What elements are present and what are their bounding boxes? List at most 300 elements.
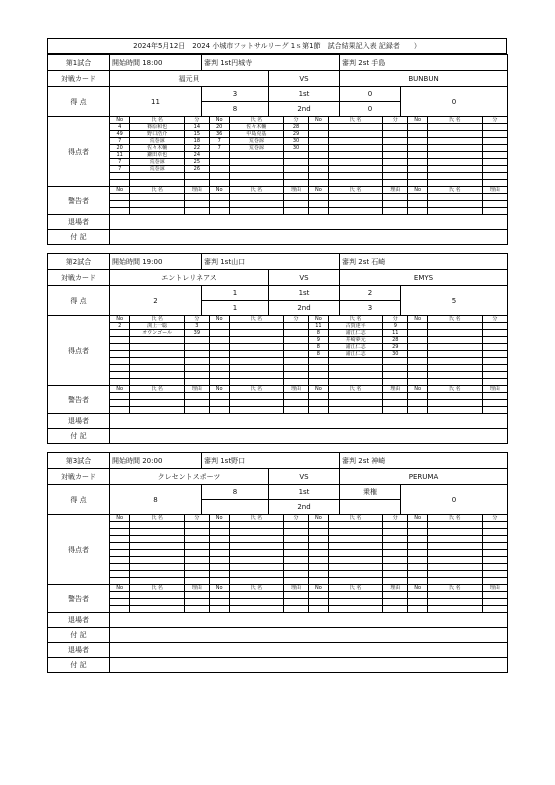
cell-no (408, 166, 428, 173)
cell-name (428, 365, 483, 372)
score-label: 得 点 (48, 286, 110, 316)
cell-name: 荒巻諒 (130, 166, 185, 173)
table-row (110, 180, 507, 187)
cell-no (209, 372, 229, 379)
cell-name (229, 571, 284, 578)
cell-name (428, 543, 483, 550)
cell-min (284, 578, 309, 585)
cell-name (229, 337, 284, 344)
half-1st: 1st (269, 87, 340, 102)
cell-name (130, 592, 185, 599)
col-min: 分 (383, 316, 408, 323)
cell-no (308, 180, 328, 187)
col-name: 氏 名 (229, 117, 284, 124)
card-label: 対戦カード (48, 270, 110, 286)
table-row (110, 571, 507, 578)
cell-min (383, 564, 408, 571)
away-total: 0 (401, 485, 508, 515)
away-total: 5 (401, 286, 508, 316)
cell-name (328, 536, 383, 543)
cell-name (229, 522, 284, 529)
col-min: 分 (184, 117, 209, 124)
table-row (110, 351, 507, 358)
cell-no (209, 592, 229, 599)
col-no: No (110, 585, 130, 592)
cell-min (383, 522, 408, 529)
cell-name (328, 208, 383, 215)
cell-name: 佐々木輔 (130, 145, 185, 152)
cell-min (482, 365, 507, 372)
sendoff-label: 退場者 (48, 613, 110, 628)
cell-name (130, 550, 185, 557)
cell-name (130, 407, 185, 414)
cell-min (184, 564, 209, 571)
table-row (110, 159, 507, 166)
col-min: 分 (284, 316, 309, 323)
col-name: 氏 名 (328, 585, 383, 592)
cell-min (284, 564, 309, 571)
player-grid (110, 117, 507, 186)
cell-name (130, 372, 185, 379)
cell-no (408, 330, 428, 337)
cell-no (209, 365, 229, 372)
cell-min: 15 (184, 131, 209, 138)
away-1st: 2 (340, 286, 401, 301)
cell-name (428, 529, 483, 536)
cell-name (229, 180, 284, 187)
col-name: 氏 名 (328, 515, 383, 522)
table-row (110, 124, 507, 131)
cell-no (209, 393, 229, 400)
cell-no (209, 323, 229, 330)
cell-name (428, 522, 483, 529)
cell-name (229, 400, 284, 407)
col-min: 分 (284, 515, 309, 522)
cell-min (482, 138, 507, 145)
cell-name (428, 606, 483, 613)
col-name: 氏 名 (428, 117, 483, 124)
cell-min (482, 337, 507, 344)
cell-no: 49 (110, 131, 130, 138)
cell-min (284, 173, 309, 180)
table-row (110, 536, 507, 543)
referee-1st: 審判 1st山口 (202, 254, 340, 270)
cell-name (130, 208, 185, 215)
cell-name (130, 529, 185, 536)
cell-min (383, 124, 408, 131)
col-no: No (408, 187, 428, 194)
cell-min: 18 (184, 138, 209, 145)
cell-min (284, 522, 309, 529)
cell-no (110, 337, 130, 344)
cell-min (482, 543, 507, 550)
cell-no (209, 208, 229, 215)
cell-min (284, 365, 309, 372)
cell-name (130, 180, 185, 187)
cell-name (328, 606, 383, 613)
cell-min (383, 407, 408, 414)
score-label: 得 点 (48, 485, 110, 515)
cell-no (308, 400, 328, 407)
cell-name (328, 529, 383, 536)
home-total: 2 (110, 286, 202, 316)
cell-name (229, 606, 284, 613)
cell-no (209, 337, 229, 344)
cell-no (110, 606, 130, 613)
cell-name (428, 393, 483, 400)
player-grid (110, 386, 507, 413)
cell-name (229, 529, 284, 536)
cell-name (428, 379, 483, 386)
away-2nd: 0 (340, 102, 401, 117)
cell-name (130, 351, 185, 358)
cell-no (408, 194, 428, 201)
warning-grid (110, 585, 508, 613)
table-row (110, 131, 507, 138)
cell-name: 佐々木輔 (229, 124, 284, 131)
cell-min (284, 557, 309, 564)
table-row (110, 201, 507, 208)
cell-no (110, 358, 130, 365)
cell-min (482, 152, 507, 159)
cell-min (482, 344, 507, 351)
cell-min (284, 393, 309, 400)
col-no: No (209, 316, 229, 323)
warning-label: 警告者 (48, 585, 110, 613)
cell-min: 30 (284, 145, 309, 152)
notes-value (110, 230, 508, 245)
cell-no (308, 564, 328, 571)
cell-name (229, 330, 284, 337)
cell-name (328, 564, 383, 571)
cell-min (482, 173, 507, 180)
cell-min (284, 351, 309, 358)
vs-label: VS (269, 469, 340, 485)
cell-min (482, 201, 507, 208)
cell-no (308, 550, 328, 557)
cell-name (328, 571, 383, 578)
cell-no (209, 522, 229, 529)
table-row (110, 173, 507, 180)
cell-no (110, 557, 130, 564)
table-row (110, 529, 507, 536)
cell-no (308, 194, 328, 201)
notes-label: 付 記 (48, 628, 110, 643)
cell-name (428, 571, 483, 578)
cell-min (383, 152, 408, 159)
cell-name (428, 208, 483, 215)
cell-min: 30 (284, 138, 309, 145)
col-reason: 理由 (482, 585, 507, 592)
col-reason: 理由 (284, 386, 309, 393)
cell-min (284, 337, 309, 344)
cell-min (284, 571, 309, 578)
team-home: クレセントスポーツ (110, 469, 269, 485)
cell-no (408, 557, 428, 564)
cell-no (308, 159, 328, 166)
cell-no: 11 (308, 323, 328, 330)
cell-name (130, 522, 185, 529)
cell-no (209, 344, 229, 351)
referee-2nd: 審判 2st 神崎 (340, 453, 508, 469)
col-reason: 理由 (284, 187, 309, 194)
table-row (110, 522, 507, 529)
col-name: 氏 名 (428, 187, 483, 194)
cell-name (229, 194, 284, 201)
cell-min (482, 564, 507, 571)
home-2nd: 1 (202, 301, 269, 316)
table-row (110, 543, 507, 550)
cell-min (184, 173, 209, 180)
notes-label: 付 記 (48, 658, 110, 673)
cell-no (110, 564, 130, 571)
match-label: 第1試合 (48, 55, 110, 71)
cell-no (110, 592, 130, 599)
col-reason: 理由 (383, 585, 408, 592)
cell-name (229, 564, 284, 571)
team-home: エントレリネアス (110, 270, 269, 286)
cell-name: 古賀達平 (328, 323, 383, 330)
cell-name: 諸江仁志 (328, 330, 383, 337)
cell-no (110, 365, 130, 372)
cell-no (110, 173, 130, 180)
col-no: No (308, 316, 328, 323)
cell-name (130, 599, 185, 606)
half-1st: 1st (269, 286, 340, 301)
cell-no (408, 407, 428, 414)
cell-no (209, 351, 229, 358)
cell-min (184, 201, 209, 208)
cell-no (308, 393, 328, 400)
cell-no (209, 379, 229, 386)
cell-min (284, 543, 309, 550)
cell-min (284, 529, 309, 536)
table-row (110, 407, 507, 414)
cell-no (209, 564, 229, 571)
cell-no: 2 (110, 323, 130, 330)
cell-name: 荒巻諒 (130, 159, 185, 166)
away-1st: 乗権 (340, 485, 401, 500)
half-1st: 1st (269, 485, 340, 500)
col-min: 分 (482, 316, 507, 323)
col-name: 氏 名 (229, 187, 284, 194)
table-row (110, 152, 507, 159)
cell-min (184, 351, 209, 358)
cell-no (308, 372, 328, 379)
cell-name (229, 201, 284, 208)
cell-name (130, 173, 185, 180)
cell-name (428, 131, 483, 138)
cell-no (408, 599, 428, 606)
cell-name (130, 337, 185, 344)
cell-name (328, 365, 383, 372)
cell-name (328, 550, 383, 557)
cell-no (408, 372, 428, 379)
cell-min (482, 145, 507, 152)
cell-min (184, 571, 209, 578)
home-1st: 8 (202, 485, 269, 500)
table-row (110, 145, 507, 152)
cell-name (428, 323, 483, 330)
cell-no (308, 208, 328, 215)
away-total: 0 (401, 87, 508, 117)
cell-min (383, 145, 408, 152)
cell-name (328, 159, 383, 166)
col-no: No (110, 187, 130, 194)
cell-min (482, 124, 507, 131)
cell-name: 渕上一聡 (130, 323, 185, 330)
cell-min (482, 592, 507, 599)
cell-min (184, 194, 209, 201)
cell-no (308, 529, 328, 536)
cell-no (209, 194, 229, 201)
cell-name (428, 152, 483, 159)
table-row (110, 379, 507, 386)
cell-name (428, 166, 483, 173)
team-away: EMYS (340, 270, 508, 286)
cell-min (184, 400, 209, 407)
cell-name (328, 522, 383, 529)
cell-name: 中島克基 (229, 131, 284, 138)
cell-min (383, 159, 408, 166)
sendoff-value (110, 414, 508, 429)
cell-no (110, 536, 130, 543)
cell-no (209, 578, 229, 585)
cell-name (428, 138, 483, 145)
cell-min (482, 557, 507, 564)
col-no: No (408, 585, 428, 592)
cell-name (428, 145, 483, 152)
cell-min (383, 166, 408, 173)
cell-no (308, 407, 328, 414)
cell-name (428, 592, 483, 599)
cell-name (229, 358, 284, 365)
cell-min (482, 529, 507, 536)
cell-name (428, 124, 483, 131)
cell-min (482, 166, 507, 173)
cell-no (110, 571, 130, 578)
cell-name: 鎌田卓也 (130, 152, 185, 159)
col-no: No (110, 117, 130, 124)
cell-no (209, 159, 229, 166)
cell-no (110, 400, 130, 407)
cell-min: 28 (284, 124, 309, 131)
cell-name (428, 337, 483, 344)
half-2nd: 2nd (269, 102, 340, 117)
cell-min (284, 599, 309, 606)
cell-no (408, 536, 428, 543)
cell-min (383, 578, 408, 585)
cell-min (383, 365, 408, 372)
cell-no (408, 592, 428, 599)
cell-name (130, 578, 185, 585)
cell-name (328, 400, 383, 407)
cell-min (284, 159, 309, 166)
cell-min (284, 330, 309, 337)
cell-no (308, 606, 328, 613)
away-2nd: 3 (340, 301, 401, 316)
cell-min (482, 351, 507, 358)
cell-min (482, 393, 507, 400)
cell-name (328, 407, 383, 414)
cell-name (229, 365, 284, 372)
cell-name (229, 550, 284, 557)
col-no: No (308, 515, 328, 522)
table-row (110, 323, 507, 330)
cell-no (408, 201, 428, 208)
cell-name (130, 194, 185, 201)
col-no: No (110, 515, 130, 522)
cell-min (383, 529, 408, 536)
cell-no (308, 592, 328, 599)
cell-no (209, 173, 229, 180)
cell-name (229, 543, 284, 550)
cell-min (284, 208, 309, 215)
table-row (110, 592, 507, 599)
cell-no (408, 145, 428, 152)
cell-name: オウンゴール (130, 330, 185, 337)
cell-no: 36 (209, 131, 229, 138)
cell-name (130, 379, 185, 386)
cell-no (308, 152, 328, 159)
cell-min (383, 358, 408, 365)
col-name: 氏 名 (130, 515, 185, 522)
col-name: 氏 名 (130, 187, 185, 194)
cell-min: 22 (184, 145, 209, 152)
cell-no (110, 379, 130, 386)
cell-min (482, 159, 507, 166)
col-name: 氏 名 (130, 117, 185, 124)
result-sheet (47, 38, 507, 673)
cell-name (428, 536, 483, 543)
cell-no (209, 201, 229, 208)
referee-1st: 審判 1st野口 (202, 453, 340, 469)
cell-name (130, 606, 185, 613)
cell-no (308, 145, 328, 152)
cell-no (209, 536, 229, 543)
notes-label: 付 記 (48, 429, 110, 444)
cell-min (184, 344, 209, 351)
col-no: No (110, 316, 130, 323)
player-grid (110, 187, 507, 214)
cell-name: 野口浩介 (130, 131, 185, 138)
cell-min (184, 180, 209, 187)
cell-no (110, 393, 130, 400)
cell-no (308, 138, 328, 145)
cell-min: 26 (184, 166, 209, 173)
home-total: 8 (110, 485, 202, 515)
col-reason: 理由 (482, 386, 507, 393)
col-min: 分 (482, 117, 507, 124)
cell-no (408, 208, 428, 215)
table-row (110, 344, 507, 351)
start-time: 開始時間 20:00 (110, 453, 202, 469)
cell-no: 20 (209, 124, 229, 131)
col-reason: 理由 (284, 585, 309, 592)
cell-min (184, 407, 209, 414)
col-no: No (209, 117, 229, 124)
cell-no: 20 (110, 145, 130, 152)
cell-min (482, 400, 507, 407)
cell-name (130, 393, 185, 400)
scorers-label: 得点者 (48, 117, 110, 187)
cell-name (328, 592, 383, 599)
cell-no (110, 543, 130, 550)
cell-name (428, 180, 483, 187)
cell-name (229, 152, 284, 159)
table-row (110, 599, 507, 606)
cell-no (110, 522, 130, 529)
